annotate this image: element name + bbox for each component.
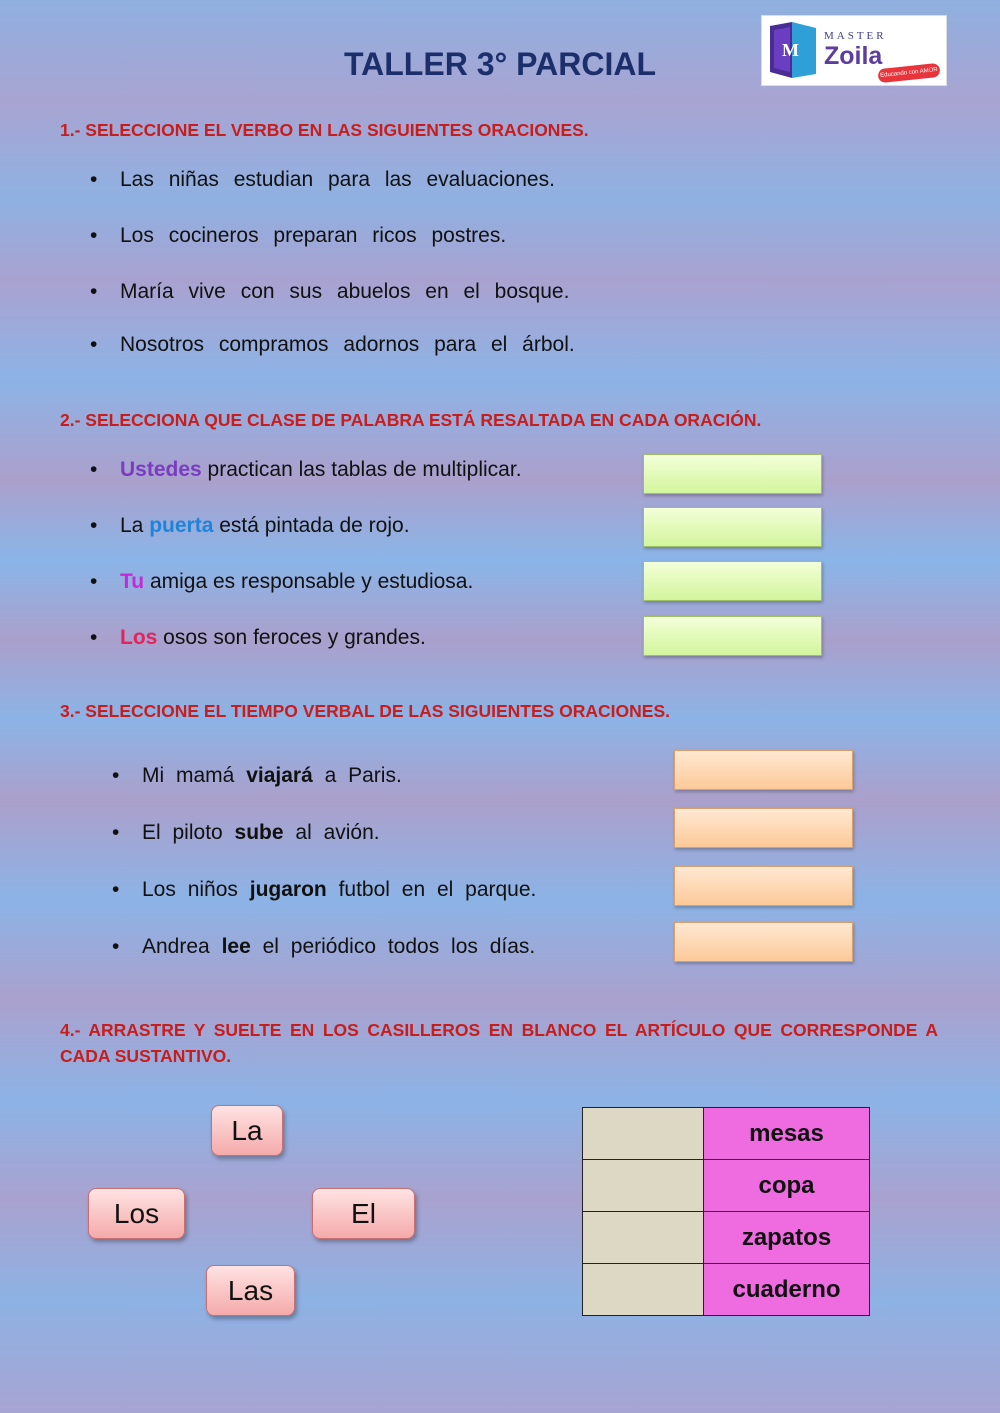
highlighted-word: Tu xyxy=(120,570,145,593)
section3-sentence: • Los niños jugaron futbol en el parque. xyxy=(112,878,537,901)
highlighted-word: Ustedes xyxy=(120,458,202,481)
sentence-text[interactable]: María vive con sus abuelos en el bosque. xyxy=(120,280,570,303)
master-zoila-logo xyxy=(761,15,947,86)
article-chip-los[interactable]: Los xyxy=(88,1188,185,1239)
article-chip-la[interactable]: La xyxy=(211,1105,283,1156)
drop-target-cell[interactable] xyxy=(583,1212,704,1264)
logo-tagline: Educando con AMOR xyxy=(877,63,940,83)
page-title: TALLER 3° PARCIAL xyxy=(343,46,657,82)
book-logo-icon xyxy=(770,22,816,78)
answer-dropdown[interactable] xyxy=(643,561,822,601)
noun-cell: cuaderno xyxy=(704,1264,870,1316)
article-chip-el[interactable]: El xyxy=(312,1188,415,1239)
logo-zoila-text: Zoila xyxy=(824,42,883,70)
answer-dropdown[interactable] xyxy=(674,866,853,906)
table-row xyxy=(583,1160,870,1212)
section3-sentence: • Mi mamá viajará a Paris. xyxy=(112,764,402,787)
article-noun-table xyxy=(582,1107,870,1316)
verb-word: sube xyxy=(234,821,284,844)
section1-sentence[interactable]: • María vive con sus abuelos en el bosque. xyxy=(90,280,570,303)
section2-sentence: • Los osos son feroces y grandes. xyxy=(90,626,426,649)
drop-target-cell[interactable] xyxy=(583,1108,704,1160)
section3-sentence: • Andrea lee el periódico todos los días. xyxy=(112,935,536,958)
highlighted-word: Los xyxy=(120,626,158,649)
answer-dropdown[interactable] xyxy=(674,750,853,790)
answer-dropdown[interactable] xyxy=(643,507,822,547)
noun-cell: copa xyxy=(704,1160,870,1212)
section2-sentence: • La puerta está pintada de rojo. xyxy=(90,514,410,537)
section1-heading: 1.- SELECCIONE EL VERBO EN LAS SIGUIENTES ORACIONES. xyxy=(60,120,589,140)
noun-cell: zapatos xyxy=(704,1212,870,1264)
answer-dropdown[interactable] xyxy=(674,922,853,962)
drop-target-cell[interactable] xyxy=(583,1160,704,1212)
section1-sentence[interactable]: • Las niñas estudian para las evaluaciones. xyxy=(90,168,555,191)
table-row xyxy=(583,1108,870,1160)
verb-word: viajará xyxy=(246,764,313,787)
sentence-text[interactable]: Las niñas estudian para las evaluaciones. xyxy=(120,168,555,191)
drop-target-cell[interactable] xyxy=(583,1264,704,1316)
answer-dropdown[interactable] xyxy=(674,808,853,848)
logo-master-text: MASTER xyxy=(824,30,887,42)
section1-sentence[interactable]: • Nosotros compramos adornos para el árbol. xyxy=(90,333,575,356)
section2-sentence: • Ustedes practican las tablas de multiplicar. xyxy=(90,458,522,481)
table-row xyxy=(583,1264,870,1316)
sentence-text[interactable]: Los cocineros preparan ricos postres. xyxy=(120,224,507,247)
noun-cell: mesas xyxy=(704,1108,870,1160)
answer-dropdown[interactable] xyxy=(643,616,822,656)
section1-sentence[interactable]: • Los cocineros preparan ricos postres. xyxy=(90,224,507,247)
verb-word: lee xyxy=(221,935,251,958)
article-chip-las[interactable]: Las xyxy=(206,1265,295,1316)
verb-word: jugaron xyxy=(249,878,327,901)
section3-sentence: • El piloto sube al avión. xyxy=(112,821,380,844)
answer-dropdown[interactable] xyxy=(643,454,822,494)
highlighted-word: puerta xyxy=(149,514,214,537)
table-row xyxy=(583,1212,870,1264)
sentence-text[interactable]: Nosotros compramos adornos para el árbol. xyxy=(120,333,575,356)
section4-heading: 4.- ARRASTRE Y SUELTE EN LOS CASILLEROS EN BLANCO EL ARTÍCULO QUE CORRESPONDE A CADA SUSTANTIVO. xyxy=(60,1020,938,1066)
section2-sentence: • Tu amiga es responsable y estudiosa. xyxy=(90,570,474,593)
section2-heading: 2.- SELECCIONA QUE CLASE DE PALABRA ESTÁ RESALTADA EN CADA ORACIÓN. xyxy=(60,410,762,430)
logo-symbol: M xyxy=(782,40,799,60)
section3-heading: 3.- SELECCIONE EL TIEMPO VERBAL DE LAS SIGUIENTES ORACIONES. xyxy=(60,701,670,721)
